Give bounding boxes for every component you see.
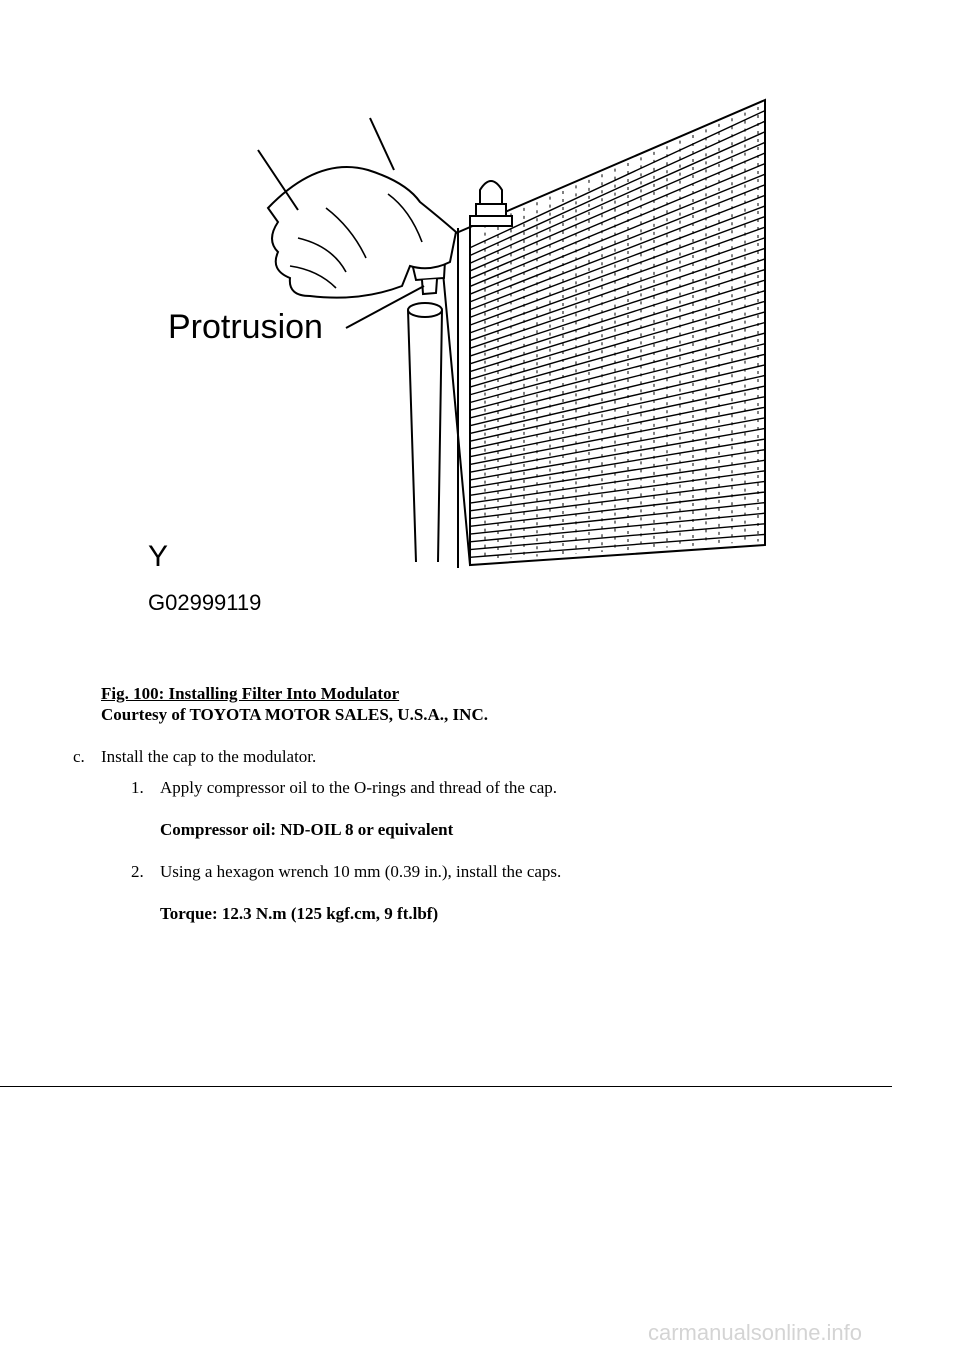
substep-1-text: Apply compressor oil to the O-rings and thread of the cap.: [160, 778, 558, 797]
substep-1-marker: 1.: [131, 778, 144, 797]
top-fitting: [480, 181, 502, 205]
substep-2-spec: Torque: 12.3 N.m (125 kgf.cm, 9 ft.lbf): [160, 904, 439, 923]
figure-code: G02999119: [148, 590, 262, 615]
step-c-text: Install the cap to the modulator.: [101, 747, 317, 766]
figure-caption-credit: Courtesy of TOYOTA MOTOR SALES, U.S.A., INC.: [101, 705, 488, 724]
substep-1-spec: Compressor oil: ND-OIL 8 or equivalent: [160, 820, 454, 839]
modulator-illustration: [140, 90, 780, 620]
substep-2-marker: 2.: [131, 862, 144, 881]
substep-2-text: Using a hexagon wrench 10 mm (0.39 in.), install the caps.: [160, 862, 562, 881]
view-label: Y: [148, 540, 169, 573]
figure-caption-title: Fig. 100: Installing Filter Into Modulator: [101, 684, 400, 703]
step-c-marker: c.: [73, 747, 85, 766]
modulator-tube: [408, 310, 442, 562]
page-divider: [0, 1086, 892, 1087]
protrusion-label: Protrusion: [168, 308, 323, 346]
watermark: carmanualsonline.info: [648, 1320, 863, 1345]
